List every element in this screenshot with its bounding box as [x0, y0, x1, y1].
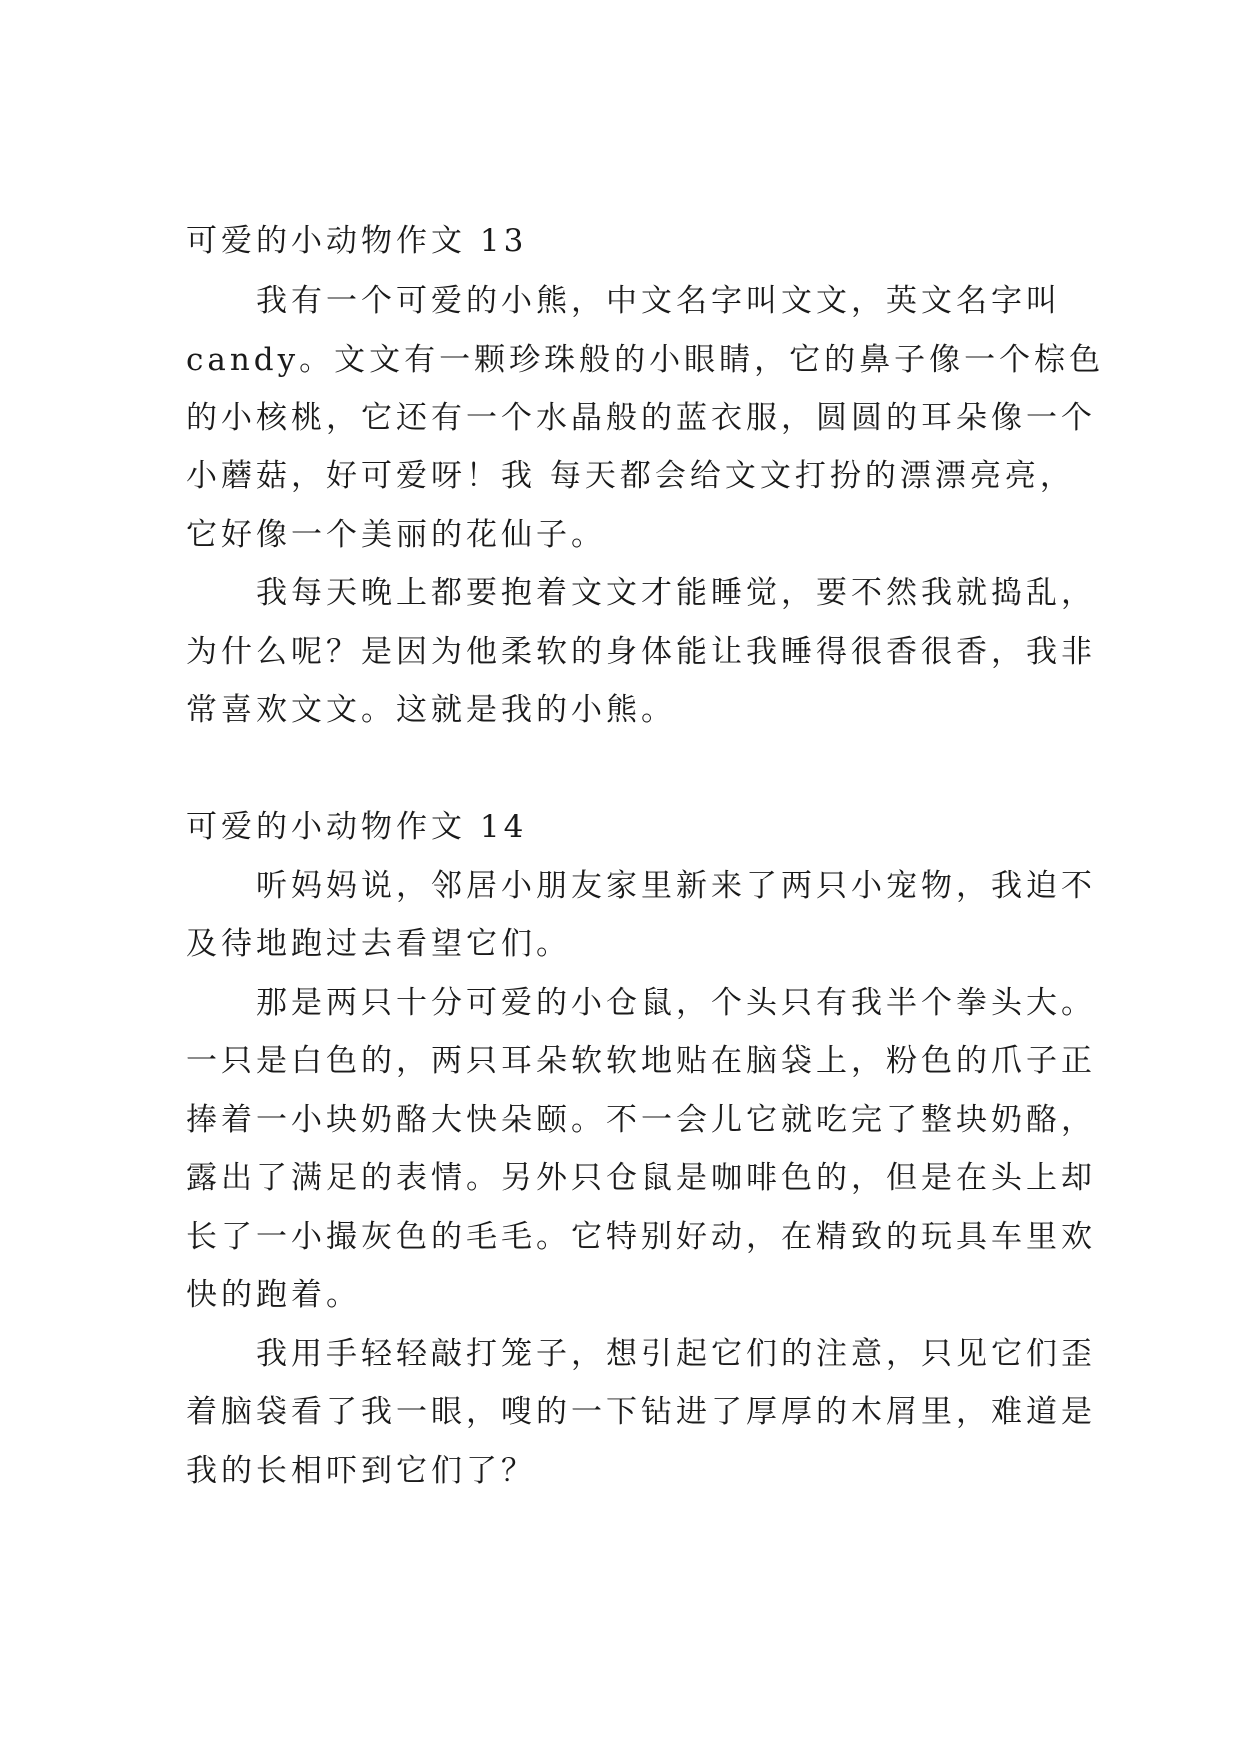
essay-13-paragraph-1-line-5: 它好像一个美丽的花仙子。 [186, 517, 606, 553]
essay-14-paragraph-3-line-2: 着脑袋看了我一眼，嗖的一下钻进了厚厚的木屑里，难道是 [186, 1394, 1096, 1430]
essay-14-paragraph-1-line-1: 听妈妈说，邻居小朋友家里新来了两只小宠物，我迫不 [186, 868, 1096, 904]
essay-13-paragraph-2-line-2: 为什么呢？是因为他柔软的身体能让我睡得很香很香，我非 [186, 634, 1096, 670]
essay-13-paragraph-2-line-1: 我每天晚上都要抱着文文才能睡觉，要不然我就捣乱， [186, 575, 1096, 611]
essay-14-paragraph-2-line-1: 那是两只十分可爱的小仓鼠，个头只有我半个拳头大。 [186, 985, 1096, 1021]
essay-13-paragraph-1-line-2: candy。文文有一颗珍珠般的小眼睛，它的鼻子像一个棕色 [186, 342, 1105, 378]
essay-13-paragraph-2-line-3: 常喜欢文文。这就是我的小熊。 [186, 692, 676, 728]
essay-14-paragraph-2-line-3: 捧着一小块奶酪大快朵颐。不一会儿它就吃完了整块奶酪， [186, 1102, 1096, 1138]
essay-13-paragraph-1-line-1: 我有一个可爱的小熊，中文名字叫文文，英文名字叫 [186, 283, 1061, 319]
essay-14-paragraph-2-line-4: 露出了满足的表情。另外只仓鼠是咖啡色的，但是在头上却 [186, 1160, 1096, 1196]
essay-14-paragraph-2-line-2: 一只是白色的，两只耳朵软软地贴在脑袋上，粉色的爪子正 [186, 1043, 1096, 1079]
essay-14-paragraph-2-line-5: 长了一小撮灰色的毛毛。它特别好动，在精致的玩具车里欢 [186, 1219, 1096, 1255]
essay-13-title: 可爱的小动物作文 13 [186, 223, 528, 259]
essay-13-paragraph-1-line-4: 小蘑菇，好可爱呀！我 每天都会给文文打扮的漂漂亮亮， [186, 458, 1075, 494]
essay-14-paragraph-3-line-1: 我用手轻轻敲打笼子，想引起它们的注意，只见它们歪 [186, 1336, 1096, 1372]
essay-14-paragraph-3-line-3: 我的长相吓到它们了？ [186, 1453, 536, 1489]
essay-14-title: 可爱的小动物作文 14 [186, 809, 528, 845]
essay-14-paragraph-1-line-2: 及待地跑过去看望它们。 [186, 926, 571, 962]
essay-14-paragraph-2-line-6: 快的跑着。 [186, 1277, 361, 1313]
essay-13-paragraph-1-line-3: 的小核桃，它还有一个水晶般的蓝衣服，圆圆的耳朵像一个 [186, 400, 1096, 436]
